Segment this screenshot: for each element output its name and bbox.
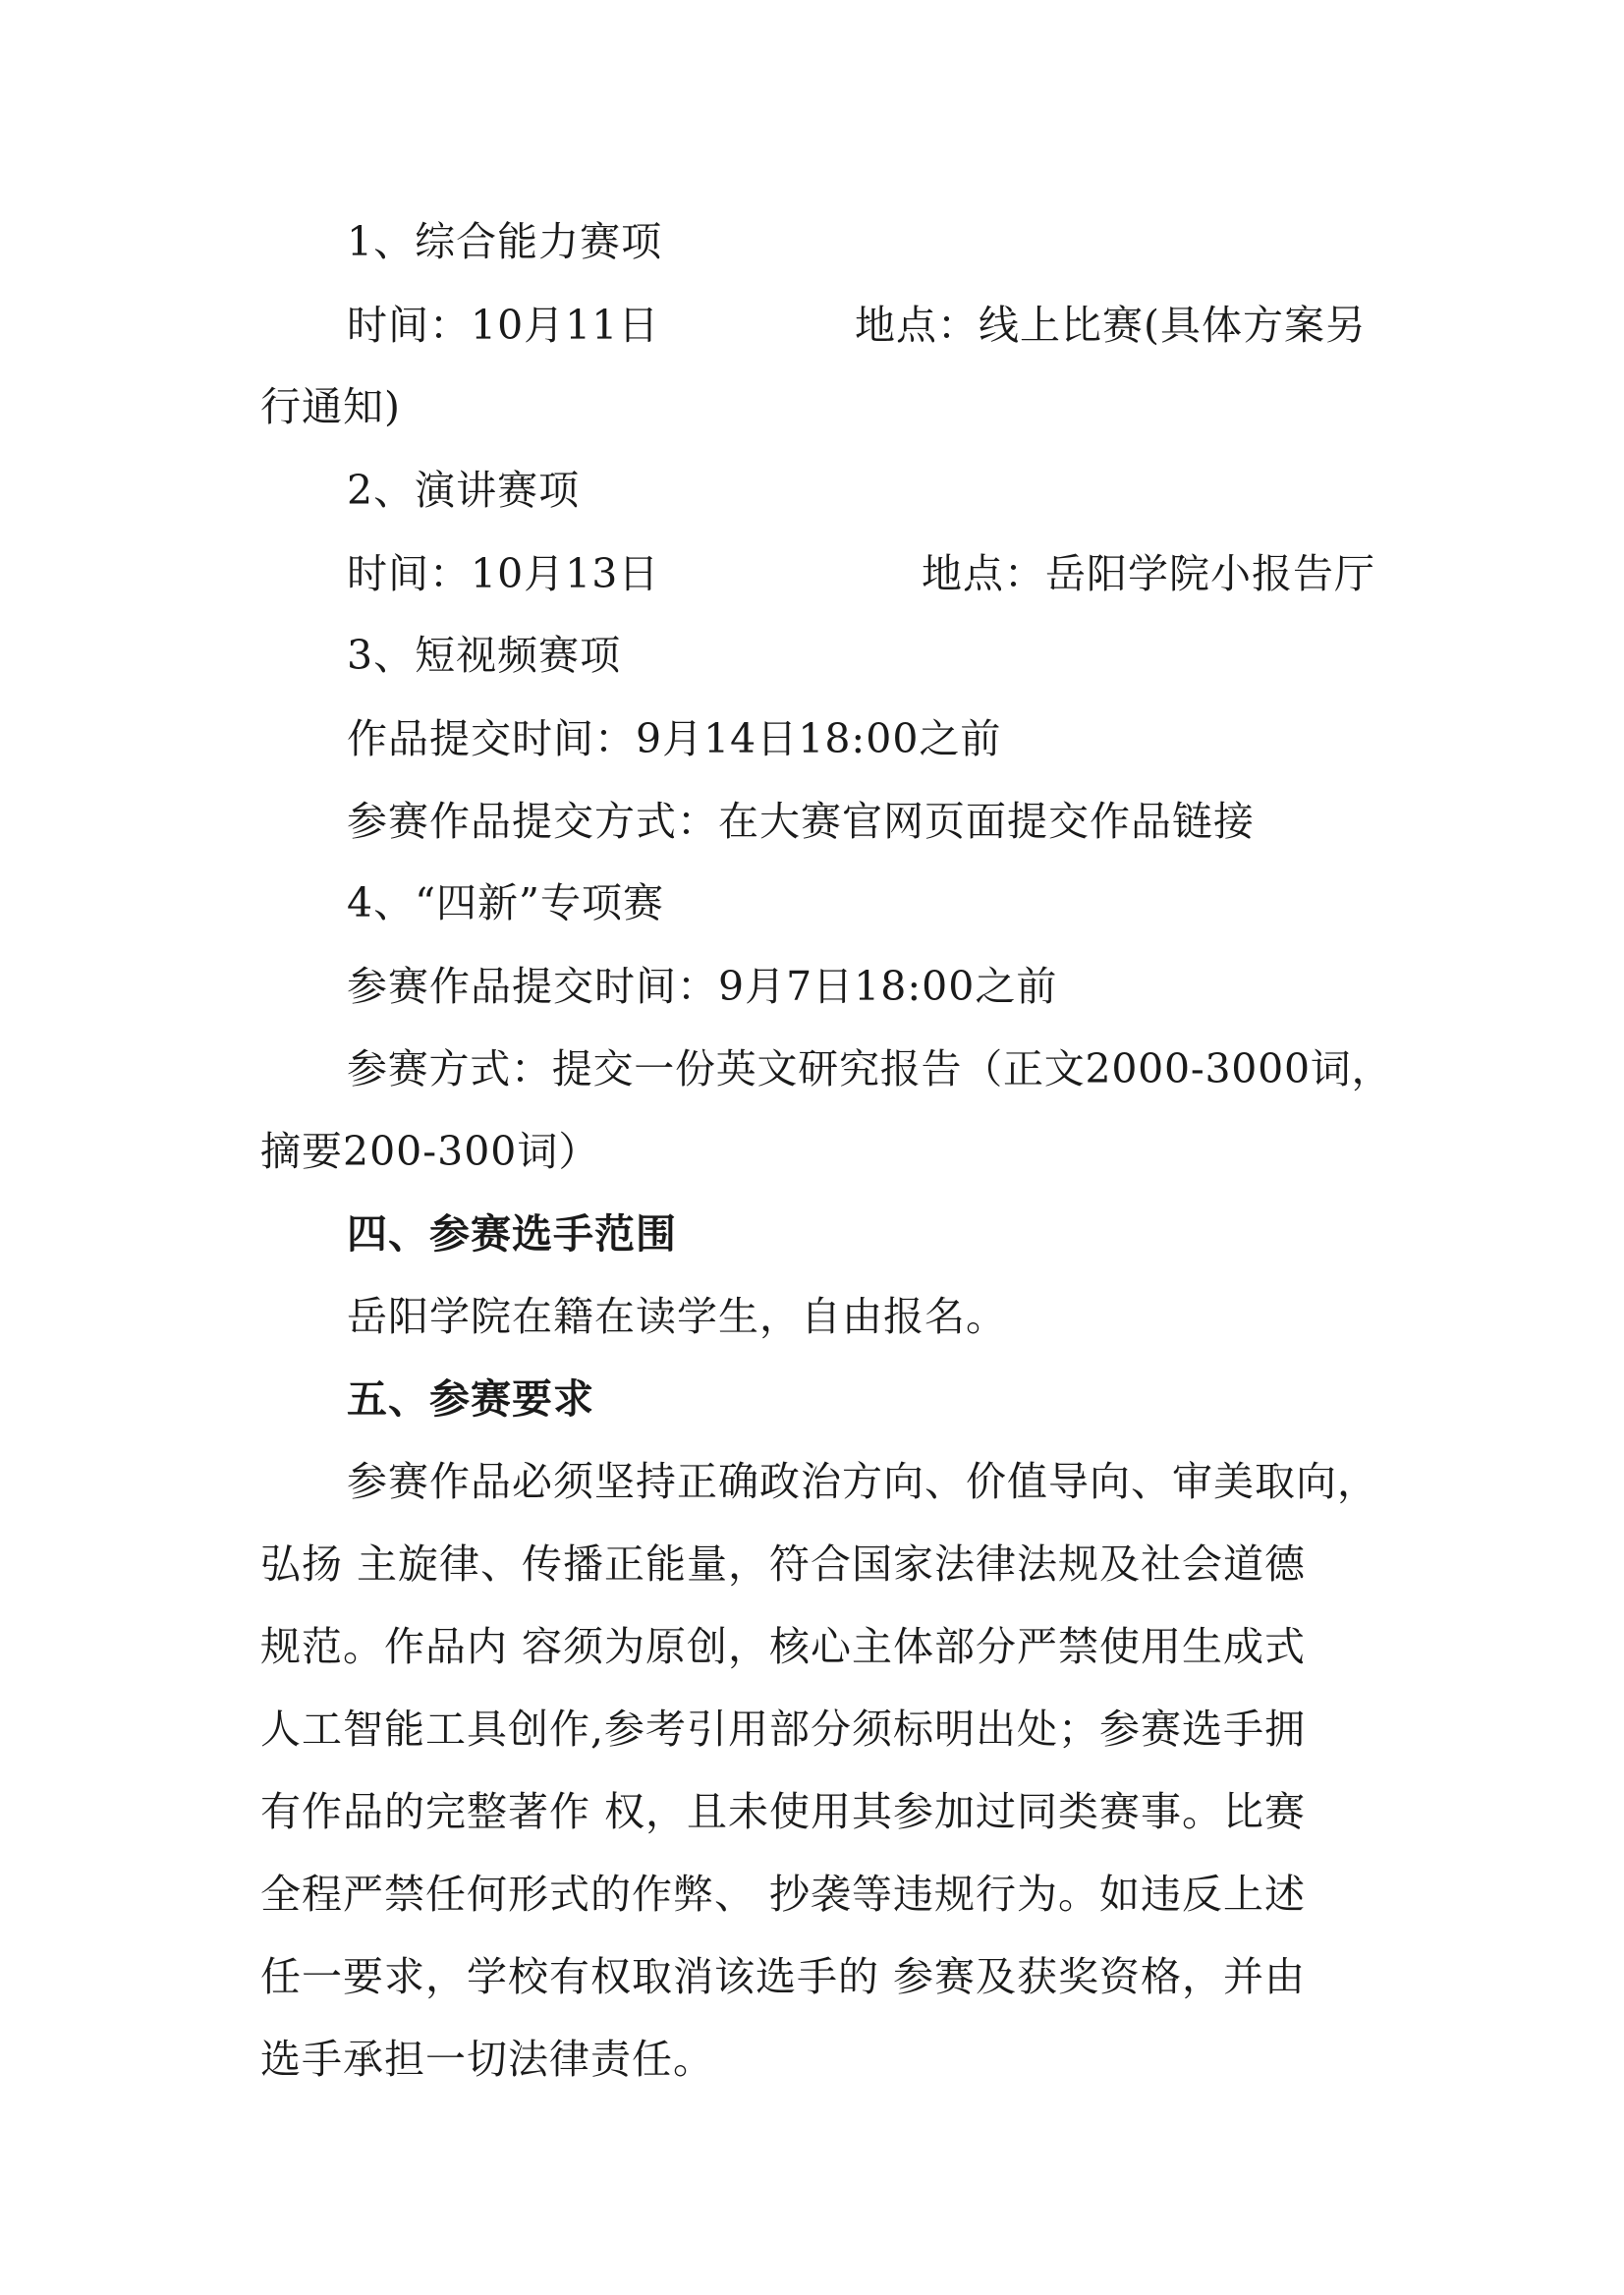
participant-scope-text: 岳阳学院在籍在读学生，自由报名。 — [347, 1293, 1007, 1340]
section-1-place: 地点：线上比赛(具体方案另 — [855, 302, 1367, 349]
section-4-method-continued: 摘要200-300词） — [260, 1128, 600, 1175]
section-3-title: 3、短视频赛项 — [347, 632, 622, 679]
section-2-place: 地点：岳阳学院小报告厅 — [922, 550, 1375, 597]
heading-requirements: 五、参赛要求 — [347, 1375, 594, 1423]
section-2-time: 时间：10月13日 — [347, 550, 660, 597]
section-3-submit-time: 作品提交时间：9月14日18:00之前 — [347, 715, 1002, 762]
section-4-title: 4、“四新”专项赛 — [347, 879, 665, 926]
section-3-submit-method: 参赛作品提交方式：在大赛官网页面提交作品链接 — [347, 798, 1255, 845]
section-1-place-continued: 行通知) — [260, 383, 401, 430]
requirements-line-8: 选手承担一切法律责任。 — [260, 2036, 714, 2083]
requirements-line-5: 有作品的完整著作 权，且未使用其参加过同类赛事。比赛 — [260, 1788, 1307, 1835]
section-2-title: 2、演讲赛项 — [347, 467, 581, 514]
section-4-submit-time: 参赛作品提交时间：9月7日18:00之前 — [347, 963, 1058, 1010]
section-1-title: 1、综合能力赛项 — [347, 218, 663, 265]
requirements-line-1: 参赛作品必须坚持正确政治方向、价值导向、审美取向， — [347, 1458, 1378, 1505]
requirements-line-4: 人工智能工具创作,参考引用部分须标明出处；参赛选手拥 — [260, 1706, 1307, 1753]
requirements-line-2: 弘扬 主旋律、传播正能量，符合国家法律法规及社会道德 — [260, 1540, 1307, 1588]
heading-participant-scope: 四、参赛选手范围 — [347, 1210, 677, 1258]
requirements-line-7: 任一要求，学校有权取消该选手的 参赛及获奖资格，并由 — [260, 1953, 1307, 2000]
section-4-method: 参赛方式：提交一份英文研究报告（正文2000-3000词， — [347, 1045, 1393, 1092]
section-1-time: 时间：10月11日 — [347, 302, 660, 349]
requirements-line-3: 规范。作品内 容须为原创，核心主体部分严禁使用生成式 — [260, 1623, 1307, 1670]
requirements-line-6: 全程严禁任何形式的作弊、 抄袭等违规行为。如违反上述 — [260, 1871, 1307, 1918]
